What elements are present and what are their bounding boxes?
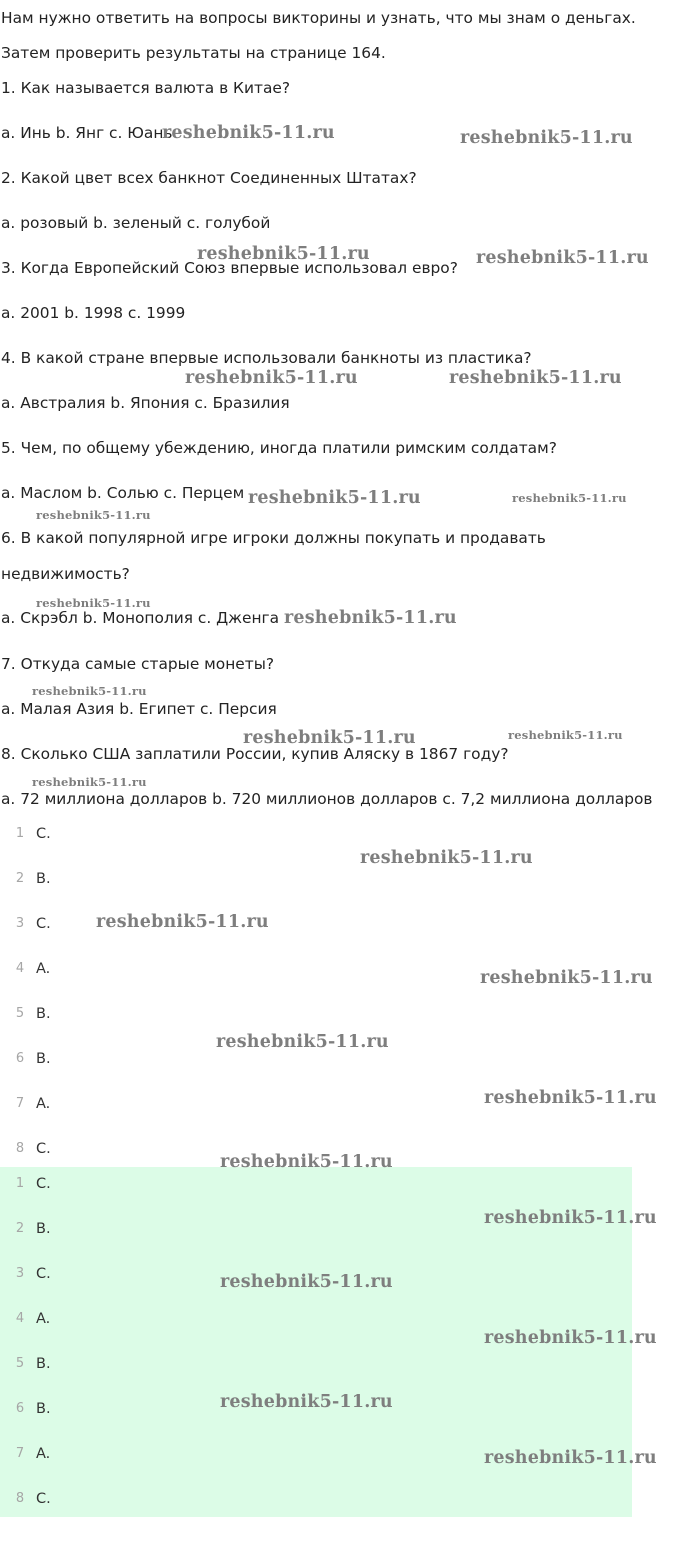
answer-value: B. (36, 1221, 51, 1237)
answer-number: 7 (15, 1096, 25, 1111)
answer-value: A. (36, 961, 51, 977)
watermark: reshebnik5-11.ru (243, 728, 416, 748)
answer-number: 8 (15, 1141, 25, 1156)
answer-value: B. (36, 871, 51, 887)
question-2: 2. Какой цвет всех банкнот Соединенных Штатах? (1, 169, 417, 187)
watermark: reshebnik5-11.ru (248, 488, 421, 508)
watermark: reshebnik5-11.ru (185, 368, 358, 388)
answer-value: B. (36, 1051, 51, 1067)
watermark: reshebnik5-11.ru (484, 1328, 657, 1348)
answer-value: B. (36, 1356, 51, 1372)
question-5: 5. Чем, по общему убеждению, иногда платили римским солдатам? (1, 439, 557, 457)
watermark: reshebnik5-11.ru (484, 1088, 657, 1108)
watermark: reshebnik5-11.ru (460, 128, 633, 148)
answer-value: A. (36, 1311, 51, 1327)
answer-number: 4 (15, 961, 25, 976)
question-7: 7. Откуда самые старые монеты? (1, 655, 275, 673)
answer-number: 8 (15, 1491, 25, 1506)
watermark: reshebnik5-11.ru (480, 968, 653, 988)
answer-number: 3 (15, 1266, 25, 1281)
options-4: a. Австралия b. Япония c. Бразилия (1, 394, 290, 412)
answer-number: 2 (15, 1221, 25, 1236)
answer-number: 5 (15, 1356, 25, 1371)
watermark: reshebnik5-11.ru (36, 508, 151, 522)
options-3: a. 2001 b. 1998 c. 1999 (1, 304, 186, 322)
answer-value: C. (36, 1491, 51, 1507)
watermark: reshebnik5-11.ru (284, 608, 457, 628)
watermark: reshebnik5-11.ru (449, 368, 622, 388)
question-1: 1. Как называется валюта в Китае? (1, 79, 291, 97)
options-8: a. 72 миллиона долларов b. 720 миллионов долларов c. 7,2 миллиона долларов (1, 790, 653, 808)
watermark: reshebnik5-11.ru (220, 1272, 393, 1292)
watermark: reshebnik5-11.ru (220, 1392, 393, 1412)
watermark: reshebnik5-11.ru (96, 912, 269, 932)
answer-value: C. (36, 916, 51, 932)
options-7: a. Малая Азия b. Египет c. Персия (1, 700, 277, 718)
answer-number: 5 (15, 1006, 25, 1021)
watermark: reshebnik5-11.ru (197, 244, 370, 264)
watermark: reshebnik5-11.ru (484, 1208, 657, 1228)
answer-value: C. (36, 1141, 51, 1157)
watermark: reshebnik5-11.ru (360, 848, 533, 868)
answer-value: C. (36, 1266, 51, 1282)
answer-value: A. (36, 1446, 51, 1462)
watermark: reshebnik5-11.ru (512, 491, 627, 505)
options-1: a. Инь b. Янг c. Юань (1, 124, 173, 142)
answer-value: C. (36, 1176, 51, 1192)
answer-number: 6 (15, 1051, 25, 1066)
answer-number: 4 (15, 1311, 25, 1326)
watermark: reshebnik5-11.ru (32, 775, 147, 789)
question-4: 4. В какой стране впервые использовали банкноты из пластика? (1, 349, 532, 367)
answer-number: 1 (15, 1176, 25, 1191)
options-2: a. розовый b. зеленый c. голубой (1, 214, 271, 232)
answer-number: 6 (15, 1401, 25, 1416)
watermark: reshebnik5-11.ru (36, 596, 151, 610)
answer-value: B. (36, 1401, 51, 1417)
answer-number: 2 (15, 871, 25, 886)
answer-number: 1 (15, 826, 25, 841)
answer-value: A. (36, 1096, 51, 1112)
question-6-cont: недвижимость? (1, 565, 130, 583)
watermark: reshebnik5-11.ru (162, 123, 335, 143)
watermark: reshebnik5-11.ru (216, 1032, 389, 1052)
answer-number: 3 (15, 916, 25, 931)
question-3: 3. Когда Европейский Союз впервые использовал евро? (1, 259, 458, 277)
watermark: reshebnik5-11.ru (476, 248, 649, 268)
watermark: reshebnik5-11.ru (508, 728, 623, 742)
watermark: reshebnik5-11.ru (220, 1152, 393, 1172)
intro-line-2: Затем проверить результаты на странице 164. (1, 44, 386, 62)
answer-number: 7 (15, 1446, 25, 1461)
answer-value: B. (36, 1006, 51, 1022)
question-6: 6. В какой популярной игре игроки должны покупать и продавать (1, 529, 546, 547)
intro-line-1: Нам нужно ответить на вопросы викторины и узнать, что мы знам о деньгах. (1, 9, 636, 27)
answer-value: C. (36, 826, 51, 842)
question-8: 8. Сколько США заплатили России, купив Аляску в 1867 году? (1, 745, 509, 763)
watermark: reshebnik5-11.ru (484, 1448, 657, 1468)
options-5: a. Маслом b. Солью c. Перцем (1, 484, 245, 502)
watermark: reshebnik5-11.ru (32, 684, 147, 698)
options-6: a. Скрэбл b. Монополия c. Дженга (1, 609, 280, 627)
